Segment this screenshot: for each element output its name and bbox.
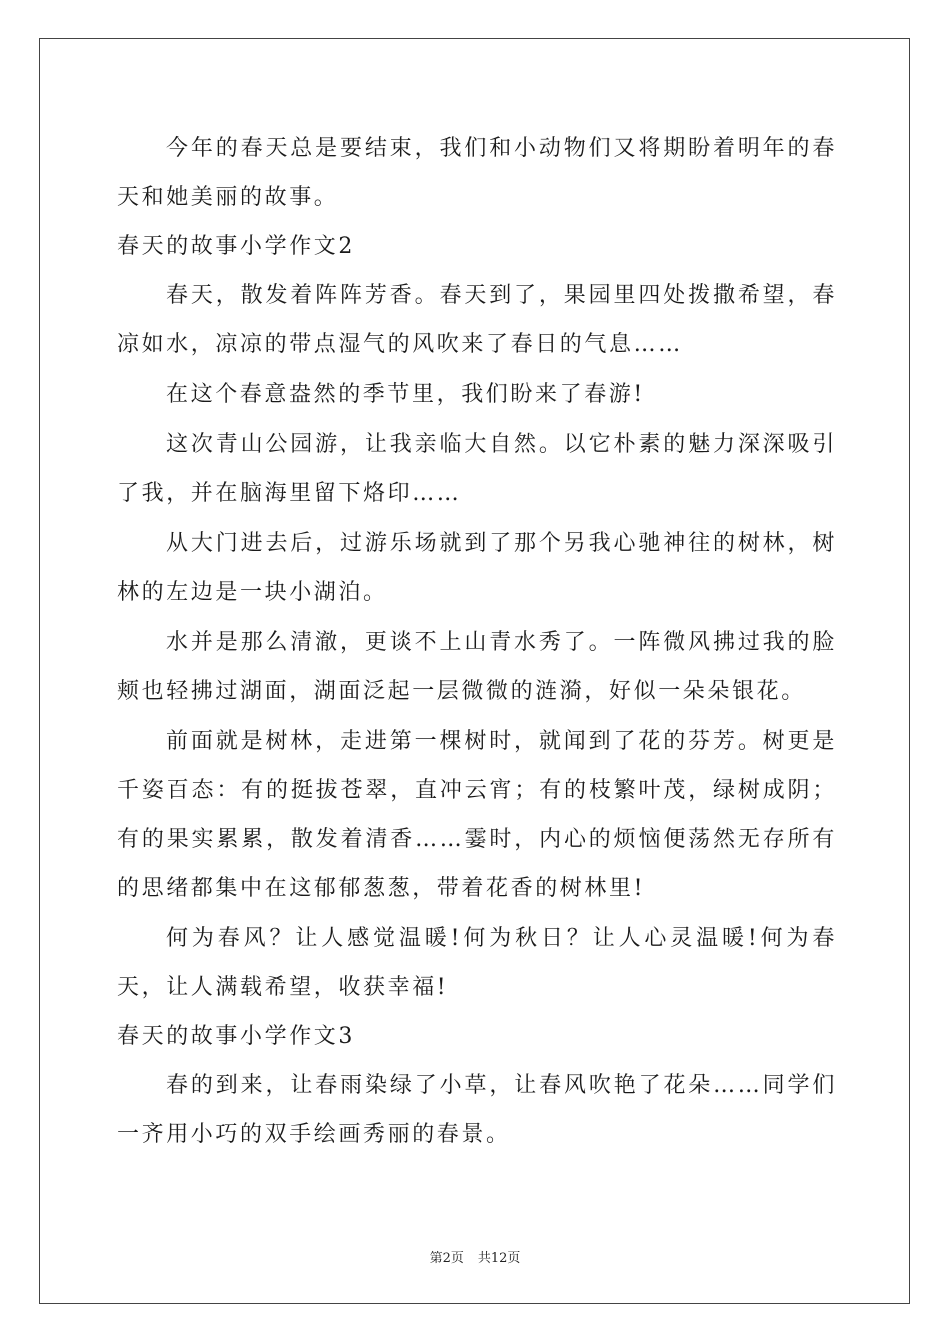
page-total: 共12页	[477, 1251, 521, 1266]
page-number: 第2页	[429, 1251, 464, 1266]
paragraph: 水并是那么清澈，更谈不上山青水秀了。一阵微风拂过我的脸颊也轻拂过湖面，湖面泛起一层微微的涟漪，好似一朵朵银花。	[117, 630, 837, 704]
paragraph: 在这个春意盎然的季节里，我们盼来了春游!	[166, 382, 645, 407]
section-heading: 春天的故事小学作文2	[117, 234, 355, 259]
paragraph: 前面就是树林，走进第一棵树时，就闻到了花的芬芳。树更是千姿百态：有的挺拔苍翠，直冲云宵；有的枝繁叶茂，绿树成阴；有的果实累累，散发着清香……霎时，内心的烦恼便荡然无存所有的思绪都集中在这郁郁葱葱，带着花香的树林里!	[117, 729, 837, 901]
section-heading: 春天的故事小学作文3	[117, 1024, 355, 1049]
paragraph: 春的到来，让春雨染绿了小草，让春风吹艳了花朵……同学们一齐用小巧的双手绘画秀丽的春景。	[117, 1073, 837, 1147]
paragraph: 今年的春天总是要结束，我们和小动物们又将期盼着明年的春天和她美丽的故事。	[117, 136, 837, 210]
paragraph: 这次青山公园游，让我亲临大自然。以它朴素的魅力深深吸引了我，并在脑海里留下烙印……	[117, 432, 837, 506]
paragraph: 从大门进去后，过游乐场就到了那个另我心驰神往的树林，树林的左边是一块小湖泊。	[117, 531, 837, 605]
paragraph: 春天，散发着阵阵芳香。春天到了，果园里四处拨撒希望，春凉如水，凉凉的带点湿气的风吹来了春日的气息……	[117, 283, 837, 357]
document-body	[117, 124, 837, 1159]
page-footer	[0, 1247, 950, 1266]
paragraph: 何为春风？让人感觉温暖!何为秋日？让人心灵温暖!何为春天，让人满载希望，收获幸福!	[117, 926, 837, 1000]
